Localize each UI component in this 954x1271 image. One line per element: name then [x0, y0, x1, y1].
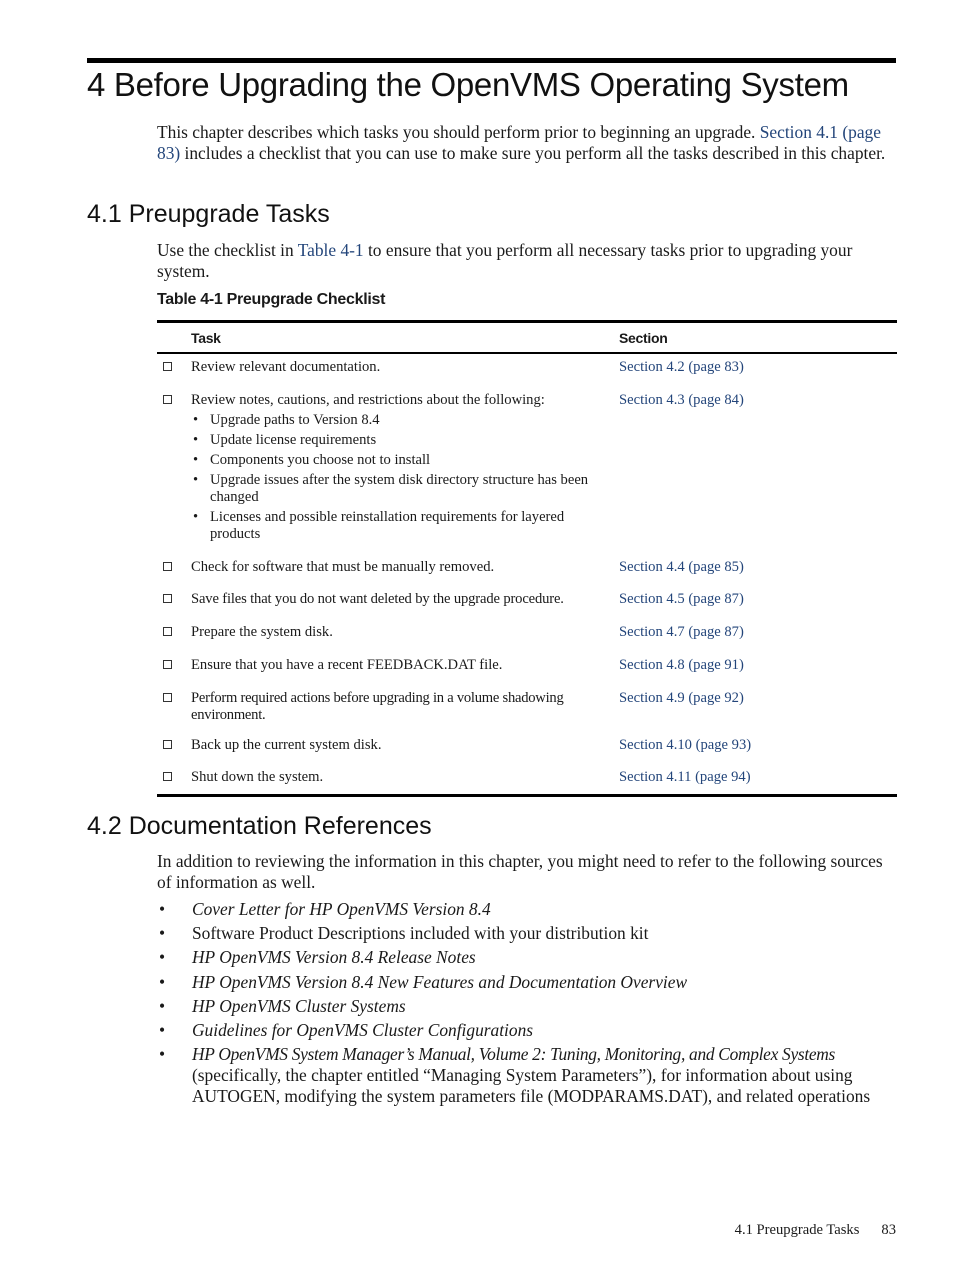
checkbox-icon[interactable]	[163, 362, 172, 371]
subitem-text: Upgrade issues after the system disk directory structure has been changed	[210, 472, 589, 505]
task-text: Perform required actions before upgrading in a volume shadowing environment.	[191, 690, 564, 723]
intro-text-before: This chapter describes which tasks you should perform prior to beginning an upgrade.	[157, 122, 760, 142]
bullet-icon: •	[159, 899, 166, 919]
subitem	[191, 509, 616, 543]
footer-section-label: 4.1 Preupgrade Tasks	[734, 1222, 860, 1238]
checkbox-icon[interactable]	[163, 627, 172, 636]
table-header	[157, 323, 897, 354]
bullet-icon: •	[159, 947, 166, 968]
section-link[interactable]: Section 4.2 (page 83)	[619, 359, 744, 375]
documentation-intro: In addition to reviewing the information in this chapter, you might need to refer to the following sources of information as well.	[157, 851, 883, 892]
column-header-section: Section	[619, 330, 668, 346]
task-text: Back up the current system disk.	[191, 737, 382, 753]
section-link[interactable]: Section 4.9 (page 92)	[619, 690, 744, 706]
reference-item	[157, 923, 897, 944]
chapter-intro	[157, 122, 897, 164]
checkbox-icon[interactable]	[163, 740, 172, 749]
task-text: Save files that you do not want deleted by the upgrade procedure.	[191, 591, 564, 607]
section-link[interactable]: Section 4.11 (page 94)	[619, 769, 751, 785]
task-text: Review notes, cautions, and restrictions about the following:	[191, 392, 545, 408]
task-text: Review relevant documentation.	[191, 359, 381, 375]
subitem	[191, 472, 616, 506]
reference-title: Cover Letter for HP OpenVMS Version 8.4	[192, 899, 491, 919]
reference-note: Software Product Descriptions included with your distribution kit	[192, 923, 649, 944]
preupgrade-checklist-table	[157, 320, 897, 354]
task-text: Prepare the system disk.	[191, 624, 333, 640]
checkbox-icon[interactable]	[163, 772, 172, 781]
task-text: Shut down the system.	[191, 769, 324, 785]
heading-preupgrade-tasks: 4.1 Preupgrade Tasks	[87, 200, 330, 228]
subitem	[191, 412, 616, 429]
reference-item	[157, 947, 897, 968]
reference-list	[157, 899, 897, 1110]
section-link[interactable]: Section 4.4 (page 85)	[619, 559, 744, 575]
subitem	[191, 452, 616, 469]
checkbox-icon[interactable]	[163, 594, 172, 603]
reference-item	[157, 996, 897, 1017]
bullet-icon: •	[193, 432, 199, 448]
bullet-icon: •	[193, 509, 199, 525]
reference-title: HP OpenVMS Cluster Systems	[192, 995, 406, 1016]
reference-title: HP OpenVMS System Manager’s Manual, Volume 2: Tuning, Monitoring, and Complex Systems	[192, 1044, 836, 1065]
bullet-icon: •	[193, 452, 199, 468]
link-table-4-1[interactable]: Table 4-1	[297, 240, 364, 260]
page-number: 83	[881, 1222, 896, 1238]
subitem-text: Components you choose not to install	[210, 452, 431, 468]
section-link[interactable]: Section 4.8 (page 91)	[619, 657, 744, 673]
subitem	[191, 432, 616, 449]
section-link[interactable]: Section 4.10 (page 93)	[619, 737, 752, 753]
preupgrade-intro	[157, 240, 897, 282]
bullet-icon: •	[159, 923, 166, 944]
bullet-icon: •	[193, 472, 199, 488]
checkbox-icon[interactable]	[163, 562, 172, 571]
column-header-task: Task	[191, 330, 221, 346]
reference-note: (specifically, the chapter entitled “Managing System Parameters”), for information about using AUTOGEN, modifying the system parameters file (MODPARAMS.DAT), and related operations	[192, 1065, 871, 1107]
bullet-icon: •	[159, 1019, 166, 1040]
table-caption: Table 4-1 Preupgrade Checklist	[157, 291, 386, 308]
section-link[interactable]: Section 4.3 (page 84)	[619, 392, 744, 408]
checkbox-icon[interactable]	[163, 693, 172, 702]
section-link[interactable]: Section 4.5 (page 87)	[619, 591, 744, 607]
checkbox-icon[interactable]	[163, 660, 172, 669]
task-text: Ensure that you have a recent FEEDBACK.DAT file.	[191, 657, 503, 673]
task-text: Check for software that must be manually removed.	[191, 559, 495, 575]
bullet-icon: •	[193, 412, 199, 428]
reference-item	[157, 972, 897, 993]
task-subitems	[191, 412, 616, 543]
subitem-text: Licenses and possible reinstallation requirements for layered products	[210, 509, 565, 542]
bullet-icon: •	[159, 971, 166, 992]
reference-item	[157, 899, 897, 920]
chapter-top-rule	[87, 58, 896, 63]
page-footer	[700, 1222, 896, 1239]
subitem-text: Upgrade paths to Version 8.4	[210, 412, 380, 428]
chapter-title: 4 Before Upgrading the OpenVMS Operating System	[87, 66, 849, 103]
subitem-text: Update license requirements	[210, 432, 377, 448]
heading-documentation-references: 4.2 Documentation References	[87, 812, 432, 840]
reference-item	[157, 1020, 897, 1041]
intro-text-after: includes a checklist that you can use to make sure you perform all the tasks described in this chapter.	[180, 143, 886, 163]
section-link[interactable]: Section 4.7 (page 87)	[619, 624, 744, 640]
bullet-icon: •	[159, 995, 166, 1016]
bullet-icon: •	[159, 1044, 166, 1065]
table-bottom-rule	[157, 794, 897, 797]
p41-text-after: to ensure that you perform all necessary tasks prior to upgrading your system.	[157, 240, 853, 281]
link-section-4-1[interactable]: Section 4.1 (page 83)	[157, 122, 881, 163]
reference-title: Guidelines for OpenVMS Cluster Configurations	[192, 1019, 534, 1040]
reference-title: HP OpenVMS Version 8.4 Release Notes	[192, 947, 476, 968]
p41-text-before: Use the checklist in	[157, 240, 298, 260]
reference-title: HP OpenVMS Version 8.4 New Features and Documentation Overview	[192, 971, 688, 992]
reference-item	[157, 1044, 897, 1107]
task-cell	[191, 392, 616, 546]
checkbox-icon[interactable]	[163, 395, 172, 404]
